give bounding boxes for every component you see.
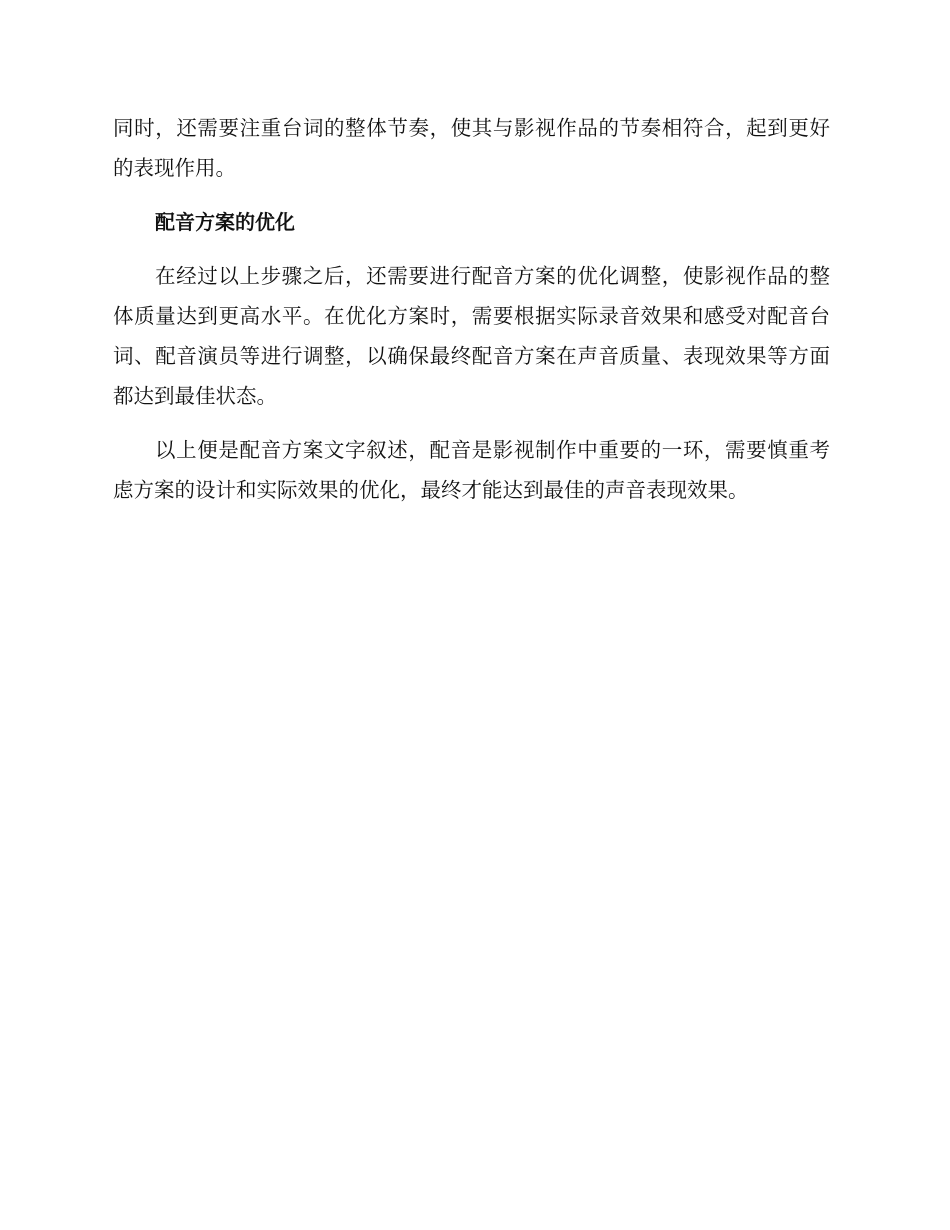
paragraph-optimization: 在经过以上步骤之后，还需要进行配音方案的优化调整，使影视作品的整体质量达到更高水平。在优化方案时，需要根据实际录音效果和感受对配音台词、配音演员等进行调整，以确保最终配音方案在声音质量、表现效果等方面都达到最佳状态。 xyxy=(113,264,830,408)
paragraph-rhythm: 同时，还需要注重台词的整体节奏，使其与影视作品的节奏相符合，起到更好的表现作用。 xyxy=(113,116,830,180)
section-heading-dubbing-optimization: 配音方案的优化 xyxy=(155,210,295,234)
document-body xyxy=(113,108,830,524)
paragraph-conclusion: 以上便是配音方案文字叙述，配音是影视制作中重要的一环，需要慎重考虑方案的设计和实际效果的优化，最终才能达到最佳的声音表现效果。 xyxy=(113,438,830,502)
